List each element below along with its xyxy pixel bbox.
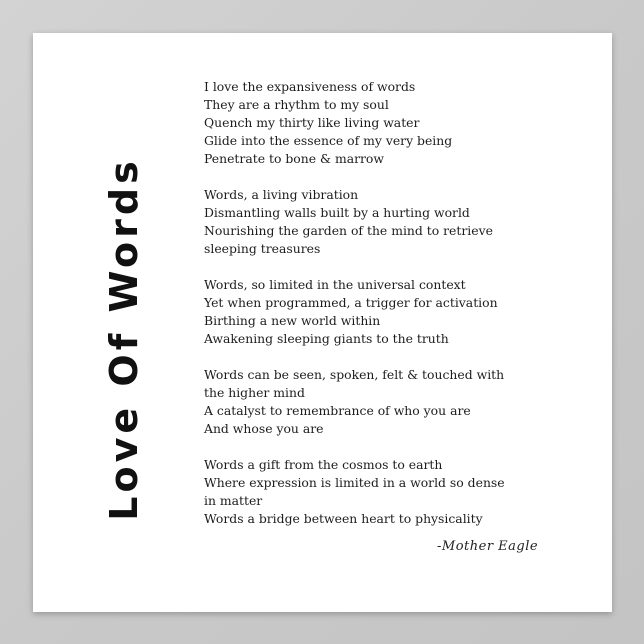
poem-line: Words a gift from the cosmos to earth	[204, 457, 443, 472]
poem-line: the higher mind	[204, 385, 305, 400]
poem-line: Birthing a new world within	[204, 313, 381, 328]
poem-body	[204, 78, 534, 528]
stanza-2	[204, 186, 534, 258]
poem-line: in matter	[204, 493, 263, 508]
poem-title: Love Of Words	[102, 157, 146, 521]
poem-line: And whose you are	[204, 421, 324, 436]
stanza-5	[204, 456, 534, 528]
stanza-1	[204, 78, 534, 168]
poem-line: I love the expansiveness of words	[204, 79, 416, 94]
poem-line: Glide into the essence of my very being	[204, 133, 453, 148]
poem-line: Dismantling walls built by a hurting world	[204, 205, 470, 220]
poem-line: Words a bridge between heart to physicality	[204, 511, 483, 526]
poem-line: Yet when programmed, a trigger for activation	[204, 295, 498, 310]
poem-line: A catalyst to remembrance of who you are	[204, 403, 471, 418]
poem-line: Penetrate to bone & marrow	[204, 151, 385, 166]
poem-line: Quench my thirty like living water	[204, 115, 420, 130]
poem-line: Words, a living vibration	[204, 187, 359, 202]
poem-line: sleeping treasures	[204, 241, 321, 256]
poem-line: They are a rhythm to my soul	[204, 97, 389, 112]
poem-line: Words, so limited in the universal context	[204, 277, 466, 292]
stanza-3	[204, 276, 534, 348]
poem-line: Nourishing the garden of the mind to retrieve	[204, 223, 493, 238]
poem-line: Awakening sleeping giants to the truth	[204, 331, 449, 346]
stanza-4	[204, 366, 534, 438]
author-signature: -Mother Eagle	[437, 539, 539, 554]
poem-line: Words can be seen, spoken, felt & touched with	[204, 367, 505, 382]
poem-line: Where expression is limited in a world so dense	[204, 475, 505, 490]
poster	[33, 33, 612, 612]
